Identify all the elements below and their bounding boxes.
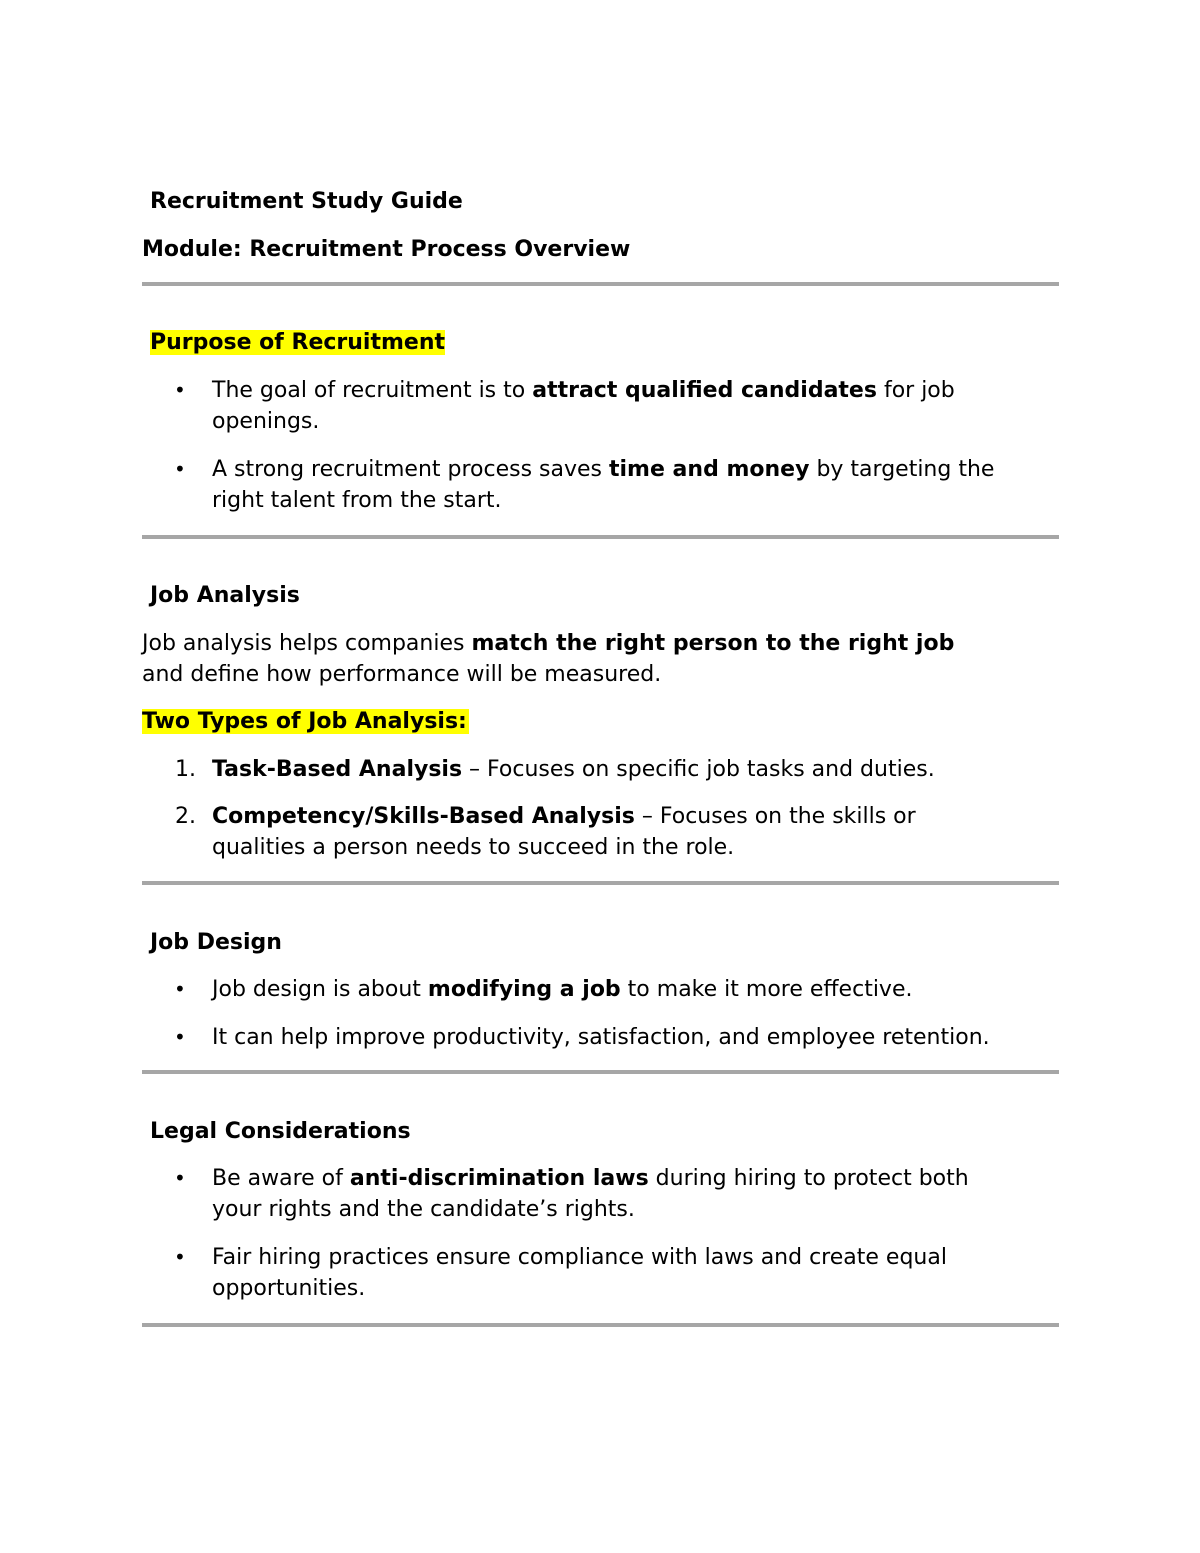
- job-analysis-heading: Job Analysis: [150, 583, 300, 608]
- list-item: • The goal of recruitment is to attract qualified candidates for job openings.: [212, 375, 1062, 437]
- bullet-icon: •: [174, 1025, 186, 1049]
- job-design-heading: Job Design: [150, 930, 282, 955]
- legal-heading: Legal Considerations: [150, 1119, 411, 1144]
- list-item: • Fair hiring practices ensure compliance with laws and create equal opportunities.: [212, 1242, 1062, 1304]
- bullet-icon: •: [174, 1245, 186, 1269]
- section-divider: [142, 282, 1059, 286]
- purpose-heading: Purpose of Recruitment: [150, 330, 446, 355]
- types-heading: Two Types of Job Analysis:: [142, 709, 467, 734]
- section-divider: [142, 1323, 1059, 1327]
- job-analysis-paragraph: Job analysis helps companies match the right person to the right job and define how performance will be measured.: [142, 631, 955, 687]
- list-item: • Be aware of anti-discrimination laws during hiring to protect both your rights and the candidate’s rights.: [212, 1163, 1062, 1225]
- module-title: Module: Recruitment Process Overview: [142, 237, 631, 262]
- list-item: 2. Competency/Skills-Based Analysis – Focuses on the skills or qualities a person needs to succeed in the role.: [212, 801, 1062, 863]
- list-number: 2.: [175, 804, 196, 829]
- section-divider: [142, 535, 1059, 539]
- bullet-icon: •: [174, 457, 186, 481]
- list-item: • It can help improve productivity, satisfaction, and employee retention.: [212, 1022, 1062, 1053]
- list-item: 1. Task-Based Analysis – Focuses on specific job tasks and duties.: [212, 754, 1062, 785]
- section-divider: [142, 1070, 1059, 1074]
- bullet-icon: •: [174, 1166, 186, 1190]
- list-item: • Job design is about modifying a job to make it more effective.: [212, 974, 1062, 1005]
- bullet-icon: •: [174, 378, 186, 402]
- document-title: Recruitment Study Guide: [150, 189, 463, 214]
- section-divider: [142, 881, 1059, 885]
- list-item: • A strong recruitment process saves time and money by targeting the right talent from the start.: [212, 454, 1062, 516]
- bullet-icon: •: [174, 977, 186, 1001]
- list-number: 1.: [175, 757, 196, 782]
